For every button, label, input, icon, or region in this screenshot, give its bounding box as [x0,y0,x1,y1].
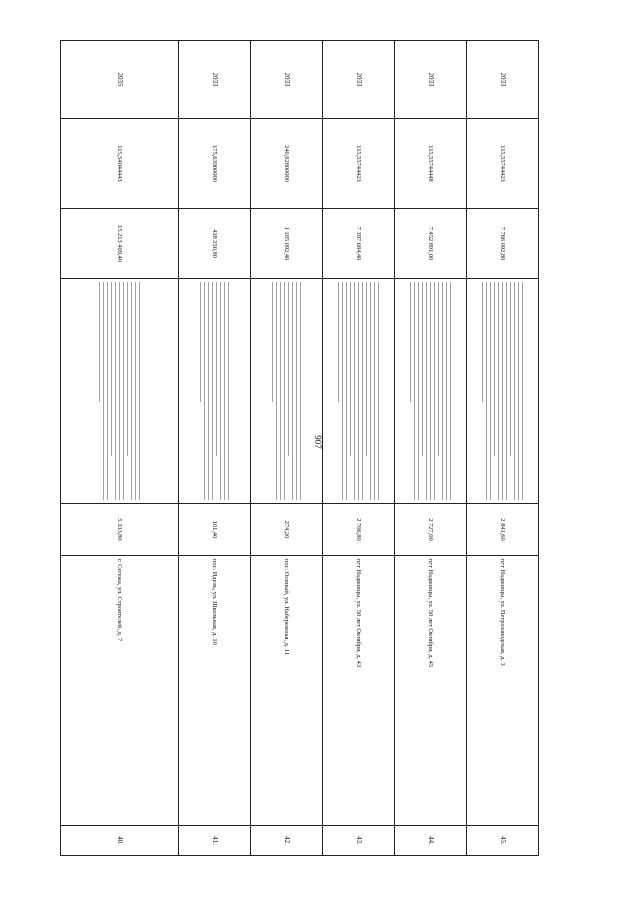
work-description-line [362,282,364,500]
work-description-line [486,282,488,500]
work-description-line [288,282,290,456]
row-number-cell: 40. [61,826,179,856]
cost-cell: 1 185 092,40 [251,209,323,279]
work-description-line [228,282,230,500]
work-description-line [518,282,520,500]
work-description-line [338,282,340,402]
row-number-cell: 45. [467,826,539,856]
repair-schedule-table [60,40,539,856]
work-description-line [135,282,137,500]
work-description-line [292,282,294,500]
work-description-line [502,282,504,500]
work-description-line [414,282,416,500]
rate-cell: 115,55744423 [323,119,395,209]
work-description-line [378,282,380,500]
work-description-line [212,282,214,500]
work-description-line [510,282,512,456]
area-cell: 2 706,80 [323,504,395,556]
table-container [61,40,539,855]
row-number-cell: 44. [395,826,467,856]
work-description-line [204,282,206,500]
year-cell: 2035 [61,41,179,119]
table-row [323,41,395,856]
area-cell: 2 841,60 [467,504,539,556]
year-cell: 2033 [323,41,395,119]
rate-cell: 115,55744448 [395,119,467,209]
work-description-line [216,282,218,456]
work-description-line [111,282,113,456]
table-body [61,41,539,856]
work-description-line [296,282,298,500]
address-cell: г. Сегежа, ул. Строителей, д. 7 [61,556,179,826]
work-description-line [115,282,117,500]
work-description-line [514,282,516,500]
work-description-line [131,282,133,500]
work-description-line [224,282,226,500]
work-description-line [99,282,101,402]
work-description-line [300,282,302,500]
work-description-line [208,282,210,500]
work-description-line [446,282,448,500]
work-description-line [450,282,452,500]
work-description-cell [395,279,467,504]
area-cell: 274,20 [251,504,323,556]
rate-cell: 115,54044443 [61,119,179,209]
work-description-line [506,282,508,500]
area-cell: 101,40 [179,504,251,556]
cost-cell: 7 766 092,80 [467,209,539,279]
work-description-line [280,282,282,500]
work-description-line [418,282,420,500]
work-description-line [494,282,496,456]
row-number-cell: 42. [251,826,323,856]
work-description-line [276,282,278,500]
year-cell: 2033 [179,41,251,119]
work-description-line [346,282,348,500]
work-description-line [284,282,286,500]
year-cell: 2033 [251,41,323,119]
rate-cell: 240,62800000 [251,119,323,209]
work-description-cell [179,279,251,504]
work-description-line [103,282,105,500]
cost-cell: 438 250,80 [179,209,251,279]
table-row [61,41,179,856]
work-description-line [490,282,492,500]
cost-cell: 7 452 891,00 [395,209,467,279]
year-cell: 2033 [395,41,467,119]
row-number-cell: 41. [179,826,251,856]
cost-cell: 7 397 684,40 [323,209,395,279]
cost-cell: 15 213 409,40 [61,209,179,279]
work-description-line [119,282,121,500]
work-description-line [522,282,524,500]
rotated-table-frame [61,40,539,855]
address-cell: пгт Надвоицы, ул. Петрозаводская, д. 3 [467,556,539,826]
work-description-line [374,282,376,500]
work-description-line [354,282,356,500]
address-cell: пос. Идель, ул. Школьная, д. 10 [179,556,251,826]
work-description-cell [251,279,323,504]
area-cell: 5 333,80 [61,504,179,556]
work-description-cell [323,279,395,504]
work-description-line [422,282,424,456]
address-cell: пгт Надвоицы, ул. 50 лет Октября, д. 45 [395,556,467,826]
area-cell: 2 727,00 [395,504,467,556]
table-row [179,41,251,856]
work-description-line [350,282,352,456]
work-description-line [366,282,368,456]
work-description-line [107,282,109,500]
table-row [467,41,539,856]
work-description-line [123,282,125,500]
work-description-line [342,282,344,500]
rate-cell: 115,55744423 [467,119,539,209]
work-description-line [220,282,222,500]
work-description-line [498,282,500,500]
work-description-line [426,282,428,500]
table-row [395,41,467,856]
work-description-line [139,282,141,500]
row-number-cell: 43. [323,826,395,856]
work-description-line [438,282,440,456]
work-description-line [430,282,432,500]
work-description-cell [61,279,179,504]
work-description-line [410,282,412,402]
work-description-line [272,282,274,402]
work-description-line [358,282,360,500]
work-description-line [127,282,129,456]
address-cell: пгт Надвоицы, ул. 50 лет Октября, д. 43 [323,556,395,826]
work-description-cell [467,279,539,504]
address-cell: пос. Осиный, ул. Набережная, д. 11 [251,556,323,826]
work-description-line [482,282,484,402]
work-description-line [370,282,372,500]
work-description-line [434,282,436,500]
work-description-line [200,282,202,402]
year-cell: 2033 [467,41,539,119]
table-row [251,41,323,856]
page-number: 907 [313,435,323,449]
work-description-line [442,282,444,500]
rate-cell: 175,63900000 [179,119,251,209]
